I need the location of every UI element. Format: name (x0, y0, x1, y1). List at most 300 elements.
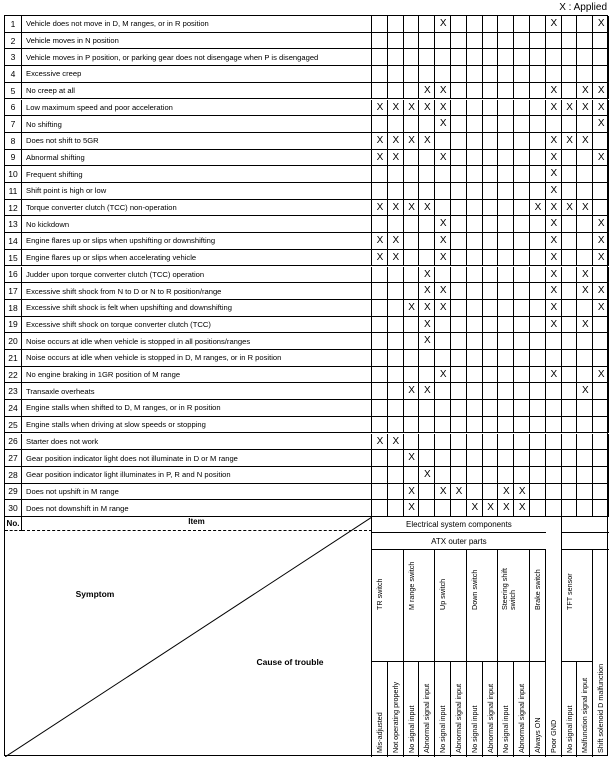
matrix-cell (577, 484, 593, 501)
matrix-cell (498, 183, 514, 200)
matrix-cell (498, 383, 514, 400)
matrix-cell (451, 333, 467, 350)
matrix-cell (388, 49, 404, 66)
matrix-cell (372, 467, 388, 484)
row-number: 1 (5, 16, 22, 33)
matrix-cell (404, 66, 420, 83)
matrix-cell (530, 450, 546, 467)
row-number: 12 (5, 200, 22, 217)
applied-mark: X (376, 151, 384, 163)
matrix-cell (498, 267, 514, 284)
applied-mark: X (408, 201, 415, 213)
matrix-cell (483, 383, 499, 400)
matrix-cell (562, 383, 578, 400)
matrix-cell (372, 400, 388, 417)
symptom-text: Engine flares up or slips when upshifting or downshifting (22, 233, 372, 250)
matrix-cell (467, 200, 483, 217)
matrix-cell (577, 49, 593, 66)
matrix-cell (435, 133, 451, 150)
matrix-cell (514, 367, 530, 384)
row-number: 6 (5, 100, 22, 117)
symptom-text: Noise occurs at idle when vehicle is stopped in D, M ranges, or in R position (22, 350, 372, 367)
matrix-cell (451, 183, 467, 200)
matrix-cell (562, 66, 578, 83)
matrix-cell (483, 417, 499, 434)
matrix-cell (498, 233, 514, 250)
row-number: 10 (5, 166, 22, 183)
matrix-cell (372, 166, 388, 183)
applied-mark: X (597, 218, 605, 230)
applied-mark: X (550, 201, 558, 213)
matrix-cell (372, 484, 388, 501)
matrix-cell (467, 49, 483, 66)
matrix-cell (514, 317, 530, 334)
matrix-cell (451, 467, 467, 484)
matrix-cell (514, 434, 530, 451)
applied-mark: X (550, 318, 558, 330)
matrix-cell (372, 317, 388, 334)
applied-mark: X (376, 101, 384, 113)
matrix-cell (498, 16, 514, 33)
matrix-cell (372, 49, 388, 66)
matrix-cell (483, 166, 499, 183)
header-diagonal (5, 517, 372, 757)
matrix-cell (530, 333, 546, 350)
matrix-cell (546, 116, 562, 133)
row-number: 20 (5, 333, 22, 350)
matrix-cell (530, 400, 546, 417)
symptom-text: Starter does not work (22, 434, 372, 451)
matrix-cell (562, 400, 578, 417)
symptom-text: Frequent shifting (22, 166, 372, 183)
symptom-text: Transaxle overheats (22, 383, 372, 400)
matrix-cell (483, 267, 499, 284)
applied-mark: X (424, 84, 431, 96)
matrix-cell (593, 484, 609, 501)
matrix-cell (372, 216, 388, 233)
matrix-cell (451, 166, 467, 183)
matrix-cell (451, 33, 467, 50)
matrix-cell (467, 417, 483, 434)
row-number: 24 (5, 400, 22, 417)
matrix-cell (562, 250, 578, 267)
matrix-cell (530, 417, 546, 434)
matrix-cell (372, 283, 388, 300)
applied-mark: X (582, 318, 589, 330)
matrix-cell (483, 467, 499, 484)
matrix-cell (483, 250, 499, 267)
matrix-cell (404, 33, 420, 50)
matrix-cell (562, 150, 578, 167)
applied-mark: X (550, 101, 558, 113)
matrix-cell (577, 166, 593, 183)
applied-mark: X (439, 218, 447, 230)
matrix-cell (404, 367, 420, 384)
matrix-cell (514, 183, 530, 200)
matrix-cell (546, 33, 562, 50)
applied-mark: X (582, 285, 589, 297)
applied-mark: X (424, 385, 431, 397)
matrix-cell (514, 16, 530, 33)
applied-mark: X (534, 201, 542, 213)
symptom-text: Excessive creep (22, 66, 372, 83)
applied-mark: X (582, 84, 589, 96)
matrix-cell (467, 283, 483, 300)
matrix-cell (593, 267, 609, 284)
applied-mark: X (439, 151, 447, 163)
cause-label: No signal input (501, 705, 511, 753)
matrix-cell (467, 16, 483, 33)
cause-label: No signal input (469, 705, 479, 753)
matrix-cell (562, 267, 578, 284)
applied-mark: X (376, 251, 384, 263)
matrix-cell (467, 450, 483, 467)
matrix-cell (514, 283, 530, 300)
matrix-cell (514, 300, 530, 317)
applied-mark: X (550, 218, 558, 230)
matrix-cell (388, 116, 404, 133)
row-number: 16 (5, 267, 22, 284)
applied-mark: X (408, 101, 415, 113)
matrix-cell (562, 467, 578, 484)
matrix-cell (404, 83, 420, 100)
row-number: 21 (5, 350, 22, 367)
cause-label: Cause of trouble (256, 657, 324, 667)
matrix-cell (388, 300, 404, 317)
row-number: 27 (5, 450, 22, 467)
symptom-text: Abnormal shifting (22, 150, 372, 167)
matrix-cell (514, 400, 530, 417)
matrix-cell (498, 66, 514, 83)
matrix-cell (498, 300, 514, 317)
symptom-text: Judder upon torque converter clutch (TCC) operation (22, 267, 372, 284)
matrix-cell (498, 333, 514, 350)
matrix-cell (483, 233, 499, 250)
matrix-cell (419, 400, 435, 417)
matrix-cell (435, 49, 451, 66)
matrix-cell (467, 300, 483, 317)
component-group-label: M range switch (406, 561, 416, 610)
matrix-cell (530, 300, 546, 317)
cause-label: Mis-adjusted (375, 712, 384, 753)
row-number: 8 (5, 133, 22, 150)
matrix-cell (562, 450, 578, 467)
matrix-cell (530, 83, 546, 100)
matrix-cell (435, 333, 451, 350)
applied-mark: X (439, 285, 447, 297)
symptom-label: Symptom (75, 589, 115, 599)
matrix-cell (530, 49, 546, 66)
matrix-cell (388, 367, 404, 384)
row-number: 4 (5, 66, 22, 83)
row-number: 25 (5, 417, 22, 434)
matrix-cell (483, 367, 499, 384)
matrix-cell (498, 400, 514, 417)
matrix-cell (419, 450, 435, 467)
matrix-cell (514, 33, 530, 50)
matrix-cell (514, 100, 530, 117)
matrix-cell (498, 283, 514, 300)
matrix-cell (514, 450, 530, 467)
applied-mark: X (376, 235, 384, 247)
row-number: 7 (5, 116, 22, 133)
applied-mark: X (408, 385, 415, 397)
matrix-cell (404, 267, 420, 284)
cause-label: Malfunction signal input (580, 677, 590, 753)
matrix-cell (419, 166, 435, 183)
matrix-cell (435, 467, 451, 484)
matrix-cell (498, 467, 514, 484)
row-number: 11 (5, 183, 22, 200)
matrix-cell (483, 16, 499, 33)
cause-label: No signal input (564, 705, 574, 753)
matrix-cell (419, 150, 435, 167)
matrix-cell (577, 500, 593, 517)
matrix-cell (483, 283, 499, 300)
matrix-cell (577, 216, 593, 233)
matrix-cell (530, 16, 546, 33)
component-group-label: TFT sensor (564, 573, 574, 610)
electrical-header: Electrical system components (372, 517, 546, 533)
matrix-cell (530, 250, 546, 267)
matrix-cell (577, 33, 593, 50)
matrix-cell (483, 200, 499, 217)
matrix-cell (419, 183, 435, 200)
matrix-cell (467, 267, 483, 284)
applied-mark: X (550, 168, 558, 180)
matrix-cell (577, 300, 593, 317)
matrix-cell (435, 383, 451, 400)
matrix-cell (483, 216, 499, 233)
row-number: 14 (5, 233, 22, 250)
symptom-text: No creep at all (22, 83, 372, 100)
matrix-cell (467, 383, 483, 400)
matrix-cell (530, 233, 546, 250)
matrix-cell (388, 467, 404, 484)
applied-mark: X (597, 151, 605, 163)
matrix-cell (577, 183, 593, 200)
matrix-cell (593, 49, 609, 66)
matrix-cell (451, 100, 467, 117)
symptom-text: Vehicle moves in P position, or parking gear does not disengage when P is disengaged (22, 49, 372, 66)
matrix-cell (404, 233, 420, 250)
applied-mark: X (392, 201, 400, 213)
matrix-cell (593, 500, 609, 517)
applied-mark: X (439, 485, 447, 497)
applied-mark: X (597, 285, 605, 297)
matrix-cell (451, 83, 467, 100)
matrix-cell (451, 300, 467, 317)
symptom-text: No engine braking in 1GR position of M range (22, 367, 372, 384)
matrix-cell (419, 484, 435, 501)
matrix-cell (451, 233, 467, 250)
applied-mark: X (597, 84, 605, 96)
matrix-cell (435, 200, 451, 217)
symptom-text: Excessive shift shock on torque converter clutch (TCC) (22, 317, 372, 334)
applied-mark: X (408, 452, 415, 464)
applied-mark: X (408, 134, 415, 146)
matrix-cell (451, 417, 467, 434)
matrix-cell (577, 367, 593, 384)
matrix-cell (483, 484, 499, 501)
matrix-cell (404, 283, 420, 300)
cause-label: Abnormal signal input (454, 683, 463, 753)
matrix-cell (451, 350, 467, 367)
row-number: 26 (5, 434, 22, 451)
cause-label: Abnormal signal input (485, 683, 495, 753)
matrix-cell (530, 367, 546, 384)
matrix-cell (419, 216, 435, 233)
matrix-cell (577, 350, 593, 367)
row-number: 29 (5, 484, 22, 501)
applied-mark: X (582, 268, 589, 280)
matrix-cell (593, 400, 609, 417)
matrix-cell (562, 49, 578, 66)
matrix-cell (404, 216, 420, 233)
matrix-cell (467, 116, 483, 133)
applied-mark: X (424, 101, 431, 113)
row-number: 13 (5, 216, 22, 233)
matrix-cell (404, 350, 420, 367)
matrix-cell (498, 200, 514, 217)
matrix-cell (562, 16, 578, 33)
matrix-cell (546, 400, 562, 417)
matrix-cell (498, 116, 514, 133)
applied-mark: X (424, 285, 431, 297)
applied-mark: X (455, 485, 463, 497)
matrix-cell (593, 434, 609, 451)
applied-mark: X (550, 151, 558, 163)
applied-mark: X (424, 301, 431, 313)
atx-header: ATX outer parts (372, 533, 546, 550)
symptom-text: Noise occurs at idle when vehicle is stopped in all positions/ranges (22, 333, 372, 350)
matrix-cell (404, 166, 420, 183)
applied-mark: X (550, 251, 558, 263)
matrix-cell (593, 350, 609, 367)
matrix-cell (562, 350, 578, 367)
matrix-cell (451, 16, 467, 33)
matrix-cell (372, 116, 388, 133)
row-number: 15 (5, 250, 22, 267)
matrix-cell (577, 16, 593, 33)
matrix-cell (530, 66, 546, 83)
cause-label: Abnormal signal input (517, 683, 527, 753)
applied-mark: X (518, 485, 526, 497)
matrix-cell (467, 233, 483, 250)
applied-mark: X (503, 502, 510, 514)
matrix-cell (514, 417, 530, 434)
matrix-cell (562, 116, 578, 133)
matrix-cell (388, 183, 404, 200)
applied-mark: X (550, 285, 558, 297)
applied-mark: X (439, 84, 447, 96)
applied-mark: X (597, 118, 605, 130)
matrix-cell (404, 183, 420, 200)
matrix-cell (530, 500, 546, 517)
matrix-cell (546, 417, 562, 434)
matrix-cell (546, 383, 562, 400)
matrix-cell (435, 434, 451, 451)
matrix-cell (404, 150, 420, 167)
matrix-cell (514, 66, 530, 83)
matrix-cell (530, 467, 546, 484)
no-header: No. (5, 517, 22, 531)
matrix-cell (562, 216, 578, 233)
matrix-cell (530, 216, 546, 233)
matrix-cell (562, 500, 578, 517)
matrix-cell (404, 116, 420, 133)
matrix-cell (435, 417, 451, 434)
matrix-cell (530, 434, 546, 451)
matrix-cell (562, 317, 578, 334)
matrix-cell (451, 49, 467, 66)
applied-mark: X (408, 485, 415, 497)
applied-mark: X (597, 368, 605, 380)
component-group-label: Brake switch (533, 569, 542, 610)
applied-mark: X (424, 335, 431, 347)
matrix-cell (546, 333, 562, 350)
matrix-cell (451, 500, 467, 517)
matrix-cell (435, 66, 451, 83)
applied-mark: X (582, 101, 589, 113)
matrix-cell (593, 166, 609, 183)
matrix-cell (562, 83, 578, 100)
matrix-cell (498, 150, 514, 167)
matrix-cell (498, 100, 514, 117)
matrix-cell (467, 100, 483, 117)
cause-label: Shift solenoid D malfunction (596, 663, 606, 753)
matrix-cell (388, 350, 404, 367)
matrix-cell (372, 66, 388, 83)
applied-mark: X (566, 101, 573, 113)
item-header: Item (22, 517, 372, 531)
cause-label: No signal input (438, 705, 448, 753)
matrix-cell (498, 83, 514, 100)
matrix-cell (483, 116, 499, 133)
matrix-cell (562, 333, 578, 350)
matrix-cell (498, 33, 514, 50)
matrix-cell (372, 33, 388, 50)
matrix-cell (467, 400, 483, 417)
symptom-text: Engine stalls when shifted to D, M ranges, or in R position (22, 400, 372, 417)
matrix-cell (514, 250, 530, 267)
matrix-cell (483, 150, 499, 167)
matrix-cell (451, 66, 467, 83)
matrix-cell (498, 450, 514, 467)
applied-mark: X (566, 201, 573, 213)
matrix-cell (372, 350, 388, 367)
matrix-cell (530, 116, 546, 133)
matrix-cell (530, 267, 546, 284)
matrix-cell (498, 133, 514, 150)
applied-mark: X (582, 134, 589, 146)
matrix-cell (467, 183, 483, 200)
symptom-text: Vehicle moves in N position (22, 33, 372, 50)
matrix-cell (467, 83, 483, 100)
matrix-cell (419, 49, 435, 66)
symptom-text: Shift point is high or low (22, 183, 372, 200)
matrix-cell (388, 383, 404, 400)
matrix-cell (577, 233, 593, 250)
matrix-cell (562, 233, 578, 250)
applied-mark: X (439, 101, 447, 113)
matrix-cell (451, 367, 467, 384)
matrix-cell (593, 417, 609, 434)
matrix-cell (530, 484, 546, 501)
matrix-cell (467, 434, 483, 451)
matrix-cell (593, 317, 609, 334)
matrix-cell (577, 434, 593, 451)
